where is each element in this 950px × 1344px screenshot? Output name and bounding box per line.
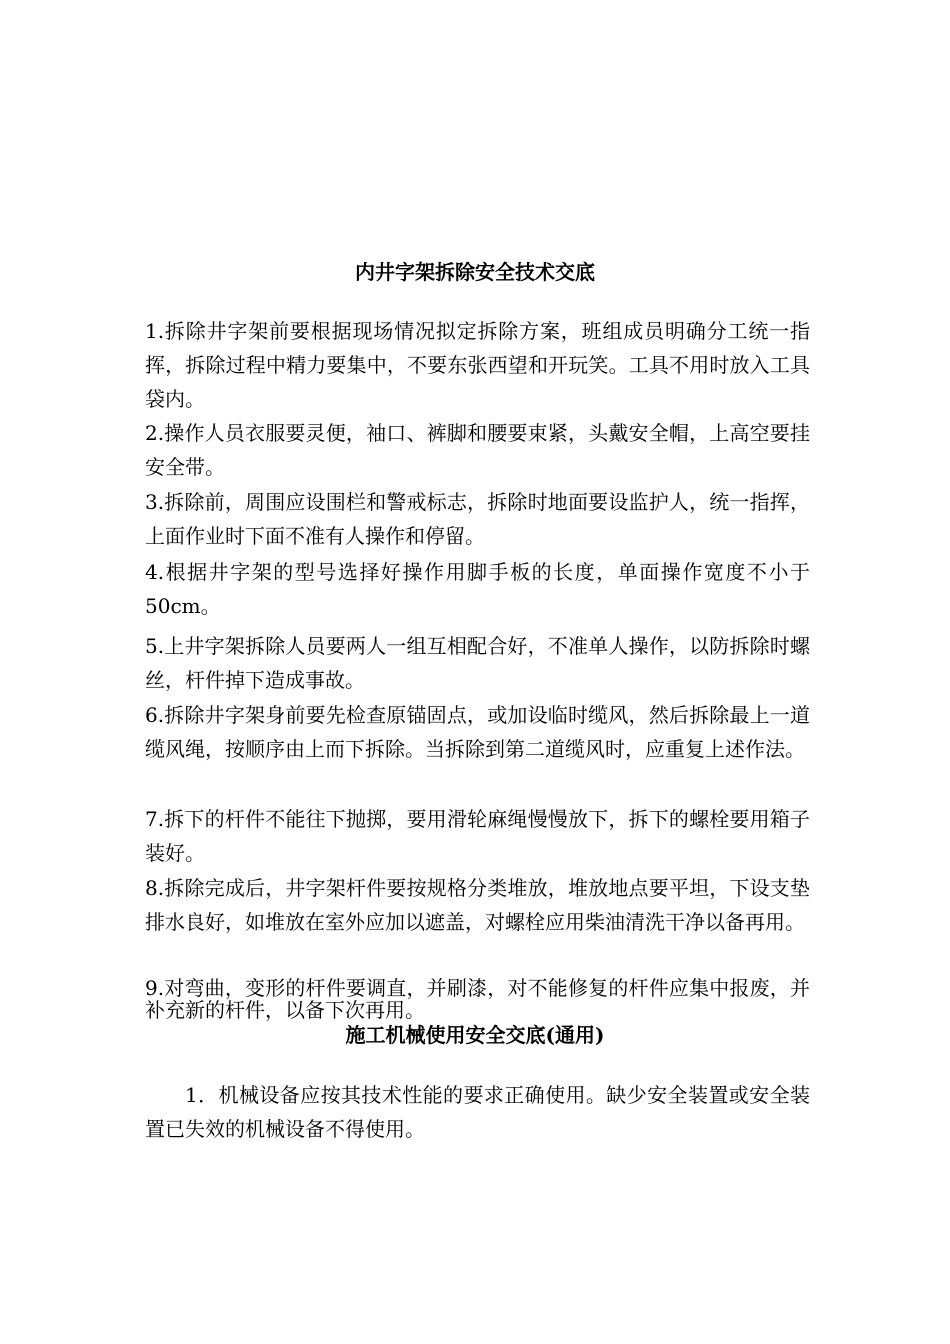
- paragraph-item-3: 3.拆除前，周围应设围栏和警戒标志，拆除时地面要设监护人，统一指挥，上面作业时下面不准有人操作和停留。: [145, 490, 810, 548]
- paragraph-item-7: 7.拆下的杆件不能往下抛掷，要用滑轮麻绳慢慢放下，拆下的螺栓要用箱子装好。: [145, 807, 810, 865]
- paragraph-item-1: 1.拆除井字架前要根据现场情况拟定拆除方案，班组成员明确分工统一指挥，拆除过程中精力要集中，不要东张西望和开玩笑。工具不用时放入工具袋内。: [145, 319, 810, 411]
- section-title: 内井字架拆除安全技术交底: [355, 260, 595, 284]
- paragraph-item-5: 5.上井字架拆除人员要两人一组互相配合好，不准单人操作，以防拆除时螺丝，杆件掉下造成事故。: [145, 634, 810, 692]
- section-title-2: 施工机械使用安全交底(通用): [345, 1023, 605, 1047]
- paragraph-item-9: 9.对弯曲，变形的杆件要调直，并刷漆，对不能修复的杆件应集中报废，并补充新的杆件，以备下次再用。: [145, 976, 810, 1022]
- section2-paragraph-item-1: 1．机械设备应按其技术性能的要求正确使用。缺少安全装置或安全装置已失效的机械设备不得使用。: [145, 1083, 810, 1141]
- paragraph-item-2: 2.操作人员衣服要灵便，袖口、裤脚和腰要束紧，头戴安全帽，上高空要挂安全带。: [145, 421, 810, 479]
- paragraph-item-6: 6.拆除井字架身前要先检查原锚固点，或加设临时缆风，然后拆除最上一道缆风绳，按顺序由上而下拆除。当拆除到第二道缆风时，应重复上述作法。: [145, 703, 810, 761]
- paragraph-item-8: 8.拆除完成后，井字架杆件要按规格分类堆放，堆放地点要平坦，下设支垫排水良好，如堆放在室外应加以遮盖，对螺栓应用柴油清洗干净以备再用。: [145, 876, 810, 934]
- paragraph-item-4: 4.根据井字架的型号选择好操作用脚手板的长度，单面操作宽度不小于 50cm。: [145, 560, 810, 618]
